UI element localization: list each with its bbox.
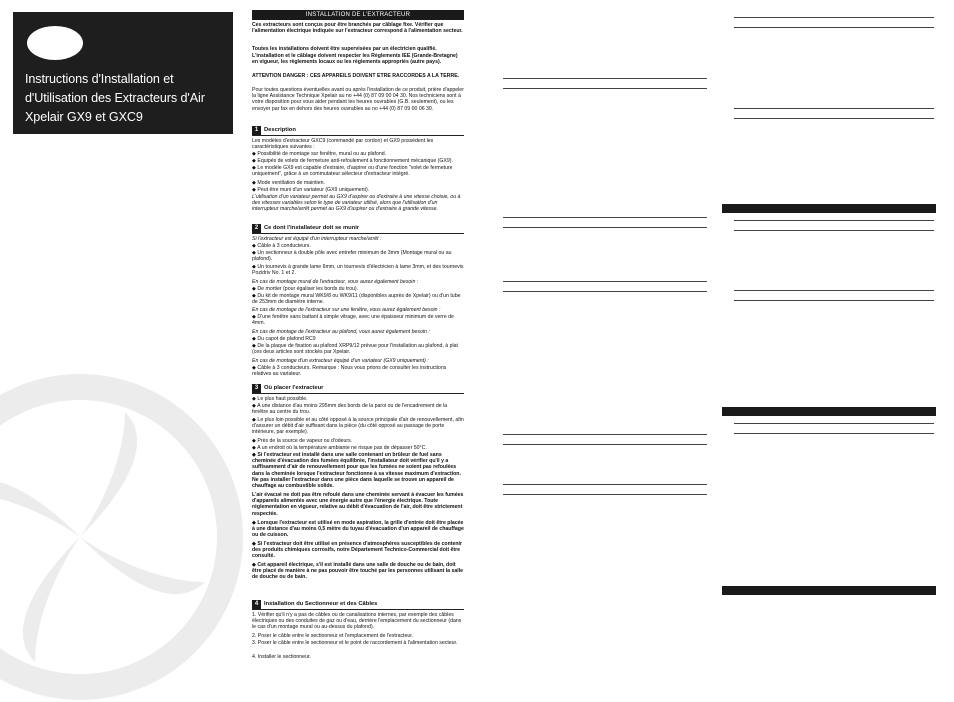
section-number: 3 [252,384,261,393]
s2-line: ◆ D'une fenêtre sans battant à simple vitrage, avec une épaisseur minimum de verre de 4mm. [252,314,454,327]
s2-line: Si l'extracteur est équipé d'un interrupteur marche/arrêt : [252,236,382,242]
s1-line: ◆ Possibilité de montage sur fenêtre, mural ou au plafond. [252,151,387,157]
divider-line [503,484,707,485]
s2-line: ◆ De mortier (pour égaliser les bords du trou). [252,286,359,292]
section-bar [722,204,936,213]
section-2-heading [252,224,464,234]
s2-line: En cas de montage d'un extracteur équipé d'un variateur (GX9 uniquement) : [252,358,429,364]
divider-line [734,108,934,109]
section-title: Installation du Sectionneur et des Câbles [264,601,378,607]
s2-line: ◆ Câble à 3 conducteurs. [252,243,311,249]
divider-line [734,17,934,18]
section-title: Description [264,127,296,133]
section-4-heading [252,600,464,610]
divider-line [734,290,934,291]
section-title: Où placer l'extracteur [264,385,324,391]
s2-line: ◆ Câble à 3 conducteurs. Remarque : Nous vous prions de consulter les instructions relatives au variateur. [252,365,447,378]
cover-title: Instructions d'Installation et d'Utilisation des Extracteurs d'Air Xpelair GX9 et GXC9 [25,72,205,124]
section-number: 1 [252,126,261,135]
install-header-bar: INSTALLATION DE L'EXTRACTEUR [252,10,464,20]
intro-para-1: Ces extracteurs sont conçus pour être branchés par câblage fixe. Vérifier que l'alimentation électrique indiquée sur l'extracteur correspond à l'alimentation secteur. [252,22,463,35]
s3-line: ◆ Si l'extracteur doit être utilisé en présence d'atmosphères susceptibles de contenir des produits chimiques corrosifs, notre Département Technico-Commercial doit être consulté. [252,541,462,560]
intro-support: Pour toutes questions éventuelles avant ou après l'installation de ce produit, prière d'appeler la ligne Assistance Technique Xpelair au no +44 (0) 87 09 00 04 30. Nos techniciens sont à votre disposition pour vous aider pendant les heures ouvrables (G.B. seulement), ou les envoyer par fax en dehors des heures ouvrables au no +44 (0) 87 09 00 06 30. [252,87,464,112]
s4-line: 4. Installer le sectionneur. [252,654,311,660]
section-bar [722,586,936,595]
divider-line [734,220,934,221]
divider-line [503,291,707,292]
divider-line [503,494,707,495]
s2-line: ◆ Du capot de plafond RC9 [252,336,316,342]
cover-panel [13,12,233,134]
divider-line [734,423,934,424]
divider-line [503,88,707,89]
s4-line: 2. Poser le câble entre le sectionneur et l'emplacement de l'extracteur. [252,633,414,639]
divider-line [503,217,707,218]
s3-line: ◆ Le plus loin possible et au côté opposé à la source principale d'air de renouvellement, afin d'assurer un débit d'air suffisant dans la pièce (du côté opposé au passage de porte intérieure, par exemple). [252,417,464,436]
s1-line: ◆ Le modèle GX9 est capable d'extraire, d'aspirer ou d'une fonction "volet de fermeture uniquement", grâce à un commutateur sélecteur d'extracteur intégré. [252,165,453,178]
s1-line: ◆ Mode ventilation de maintien. [252,180,325,186]
intro-para-2: Toutes les installations doivent être supervisées par un électricien qualifié. [252,46,437,52]
s2-line: ◆ Un sectionneur à double pôle avec entrefer minimum de 3mm (Montage mural ou au plafond). [252,250,452,263]
s2-line: En cas de montage de l'extracteur au plafond, vous aurez également besoin : [252,329,430,335]
section-number: 2 [252,224,261,233]
s3-line: ◆ Près de la source de vapeur ou d'odeurs. [252,438,353,444]
intro-para-3: L'installation et le câblage doivent respecter les Règlements IEE (Grande-Bretagne) en vigueur, les règlements locaux ou les règlements appropriés (autre pays). [252,53,458,66]
s3-line: ◆ A une distance d'au moins 295mm des bords de la paroi ou de l'encadrement de la fenêtre au centre du trou. [252,403,448,416]
divider-line [734,433,934,434]
s4-line: 3. Poser le câble entre le sectionneur et le point de raccordement à l'alimentation secteur. [252,640,458,646]
section-3-heading [252,384,464,394]
s3-line: ◆ Si l'extracteur est installé dans une salle contenant un brûleur de fuel sans cheminée d'évacuation des fumées équilibrée, l'installateur doit vérifier qu'il y a suffisamment d'air de renouvellement pour que les fumées ne soient pas refoulées dans la cheminée lorsque l'extracteur fonctionne à sa vitesse maximum d'extraction. Ne pas installer l'extracteur dans une pièce dans laquelle se trouve un appareil de chauffage au combustible solide. [252,452,461,490]
s1-line: ◆ Peut être muni d'un variateur (GX9 uniquement). [252,187,370,193]
s2-line: ◆ De la plaque de fixation au plafond XRP9/12 prévue pour l'installation au plafond, à plat (ces deux articles sont stockés par Xpelair. [252,343,458,356]
divider-line [503,227,707,228]
intro-warning: ATTENTION DANGER : CES APPAREILS DOIVENT ETRE RACCORDES A LA TERRE. [252,73,460,79]
section-number: 4 [252,600,261,609]
section-bar [722,407,936,416]
divider-line [503,444,707,445]
s3-line: ◆ Le plus haut possible. [252,396,308,402]
s2-line: En cas de montage mural de l'extracteur, vous aurez également besoin : [252,279,419,285]
s1-line: L'utilisation d'un variateur permet au GX9 d'aspirer ou d'extraire à une vitesse choisie, ou à des vitesses variables selon le type de variateur utilisé, alors que l'utilisation d'un interrupteur marche/arrêt permet au GX9 d'aspirer ou d'extraire à grande vitesse. [252,194,461,213]
logo-oval [27,26,83,60]
s4-line: 1. Vérifier qu'il n'y a pas de câbles ou de canalisations internes, par exemple des câbles électriques ou des conduites de gaz ou d'eau, derrière l'emplacement du sectionneur (dans le cas d'un montage mural ou au-dessus du plafond). [252,612,462,631]
divider-line [734,230,934,231]
s3-line: ◆ Cet appareil électrique, s'il est installé dans une salle de douche ou de bain, doit être placé de manière à ne pas pouvoir être touché par les personnes utilisant la salle de douche ou de bain. [252,562,464,581]
s1-line: Les modèles d'extracteur GXC9 (commandé par cordon) et GX9 possèdent les caractéristiques suivantes : [252,138,434,151]
section-1-heading [252,126,464,136]
divider-line [734,300,934,301]
s1-line: ◆ Equipés de volets de fermeture anti-refoulement à fonctionnement mécanique (GX9). [252,158,453,164]
divider-line [734,27,934,28]
section-title: Ce dont l'installateur doit se munir [264,225,360,231]
s3-line: ◆ A un endroit où la température ambiante ne risque pas de dépasser 50°C. [252,445,427,451]
divider-line [503,78,707,79]
fan-logo-watermark [0,372,245,702]
divider-line [734,118,934,119]
s2-line: ◆ Du kit de montage mural WK9/8 ou WK9/11 (disponibles auprès de Xpelair) ou d'un tube de 253mm de diamètre interne. [252,293,461,306]
divider-line [503,434,707,435]
divider-line [503,281,707,282]
s3-line: L'air évacué ne doit pas être refoulé dans une cheminée servant à évacuer les fumées d'appareils alimentés avec une énergie autre que l'énergie électrique. Toute réglementation en vigueur, relative au débit d'évacuation de l'air, doit être strictement respectée. [252,492,464,517]
s2-line: En cas de montage de l'extracteur sur une fenêtre, vous aurez également besoin : [252,307,441,313]
s2-line: ◆ Un tournevis à grande lame 6mm, un tournevis d'électricien à lame 3mm, et des tournevis Pozidriv No. 1 et 2. [252,264,464,277]
s3-line: ◆ Lorsque l'extracteur est utilisé en mode aspiration, la grille d'entrée doit être placée à une distance d'au moins 0,5 mètre du tuyau d'évacuation d'un appareil de chauffage ou de cuisson. [252,520,464,539]
